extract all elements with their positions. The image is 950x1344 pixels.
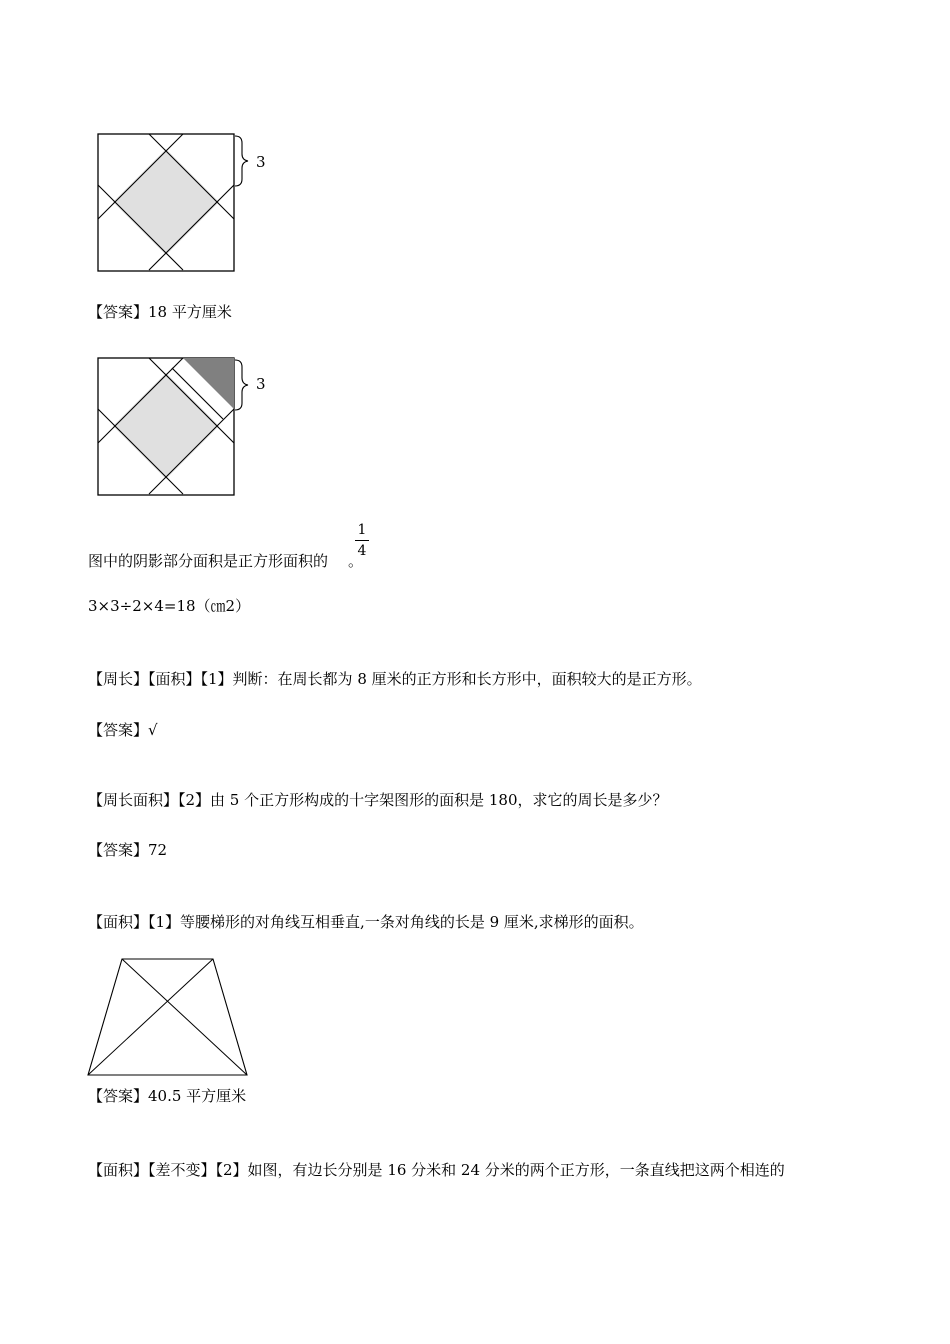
formula: 3×3÷2×4=18（㎝2）	[88, 597, 251, 615]
side-length-label: 3	[256, 375, 266, 393]
explanation-end: 。	[348, 552, 364, 570]
answer-1: 【答案】18 平方厘米	[88, 303, 232, 321]
trapezoid-figure	[84, 955, 254, 1080]
explanation	[88, 551, 363, 571]
side-length-label: 3	[256, 153, 266, 171]
isosceles-trapezoid	[88, 959, 247, 1075]
square-figure-2	[96, 356, 286, 498]
fraction	[355, 522, 369, 559]
square-figure-1	[96, 132, 286, 274]
answer-3: 【答案】72	[88, 841, 168, 859]
question-2: 【周长】【面积】【1】判断：在周长都为 8 厘米的正方形和长方形中，面积较大的是正方形。	[88, 670, 702, 688]
answer-2: 【答案】√	[88, 721, 158, 739]
question-4: 【面积】【1】等腰梯形的对角线互相垂直,一条对角线的长是 9 厘米,求梯形的面积。	[88, 913, 644, 931]
question-5: 【面积】【差不变】【2】如图，有边长分别是 16 分米和 24 分米的两个正方形，一条直线把这两个相连的	[88, 1161, 785, 1179]
brace	[235, 360, 248, 410]
explanation-text: 图中的阴影部分面积是正方形面积的	[88, 552, 329, 570]
fraction-denominator: 4	[357, 543, 367, 559]
fraction-numerator: 1	[357, 522, 367, 538]
brace	[235, 136, 248, 186]
question-3: 【周长面积】【2】由 5 个正方形构成的十字架图形的面积是 180，求它的周长是多少？	[88, 791, 668, 809]
answer-4: 【答案】40.5 平方厘米	[88, 1087, 247, 1105]
